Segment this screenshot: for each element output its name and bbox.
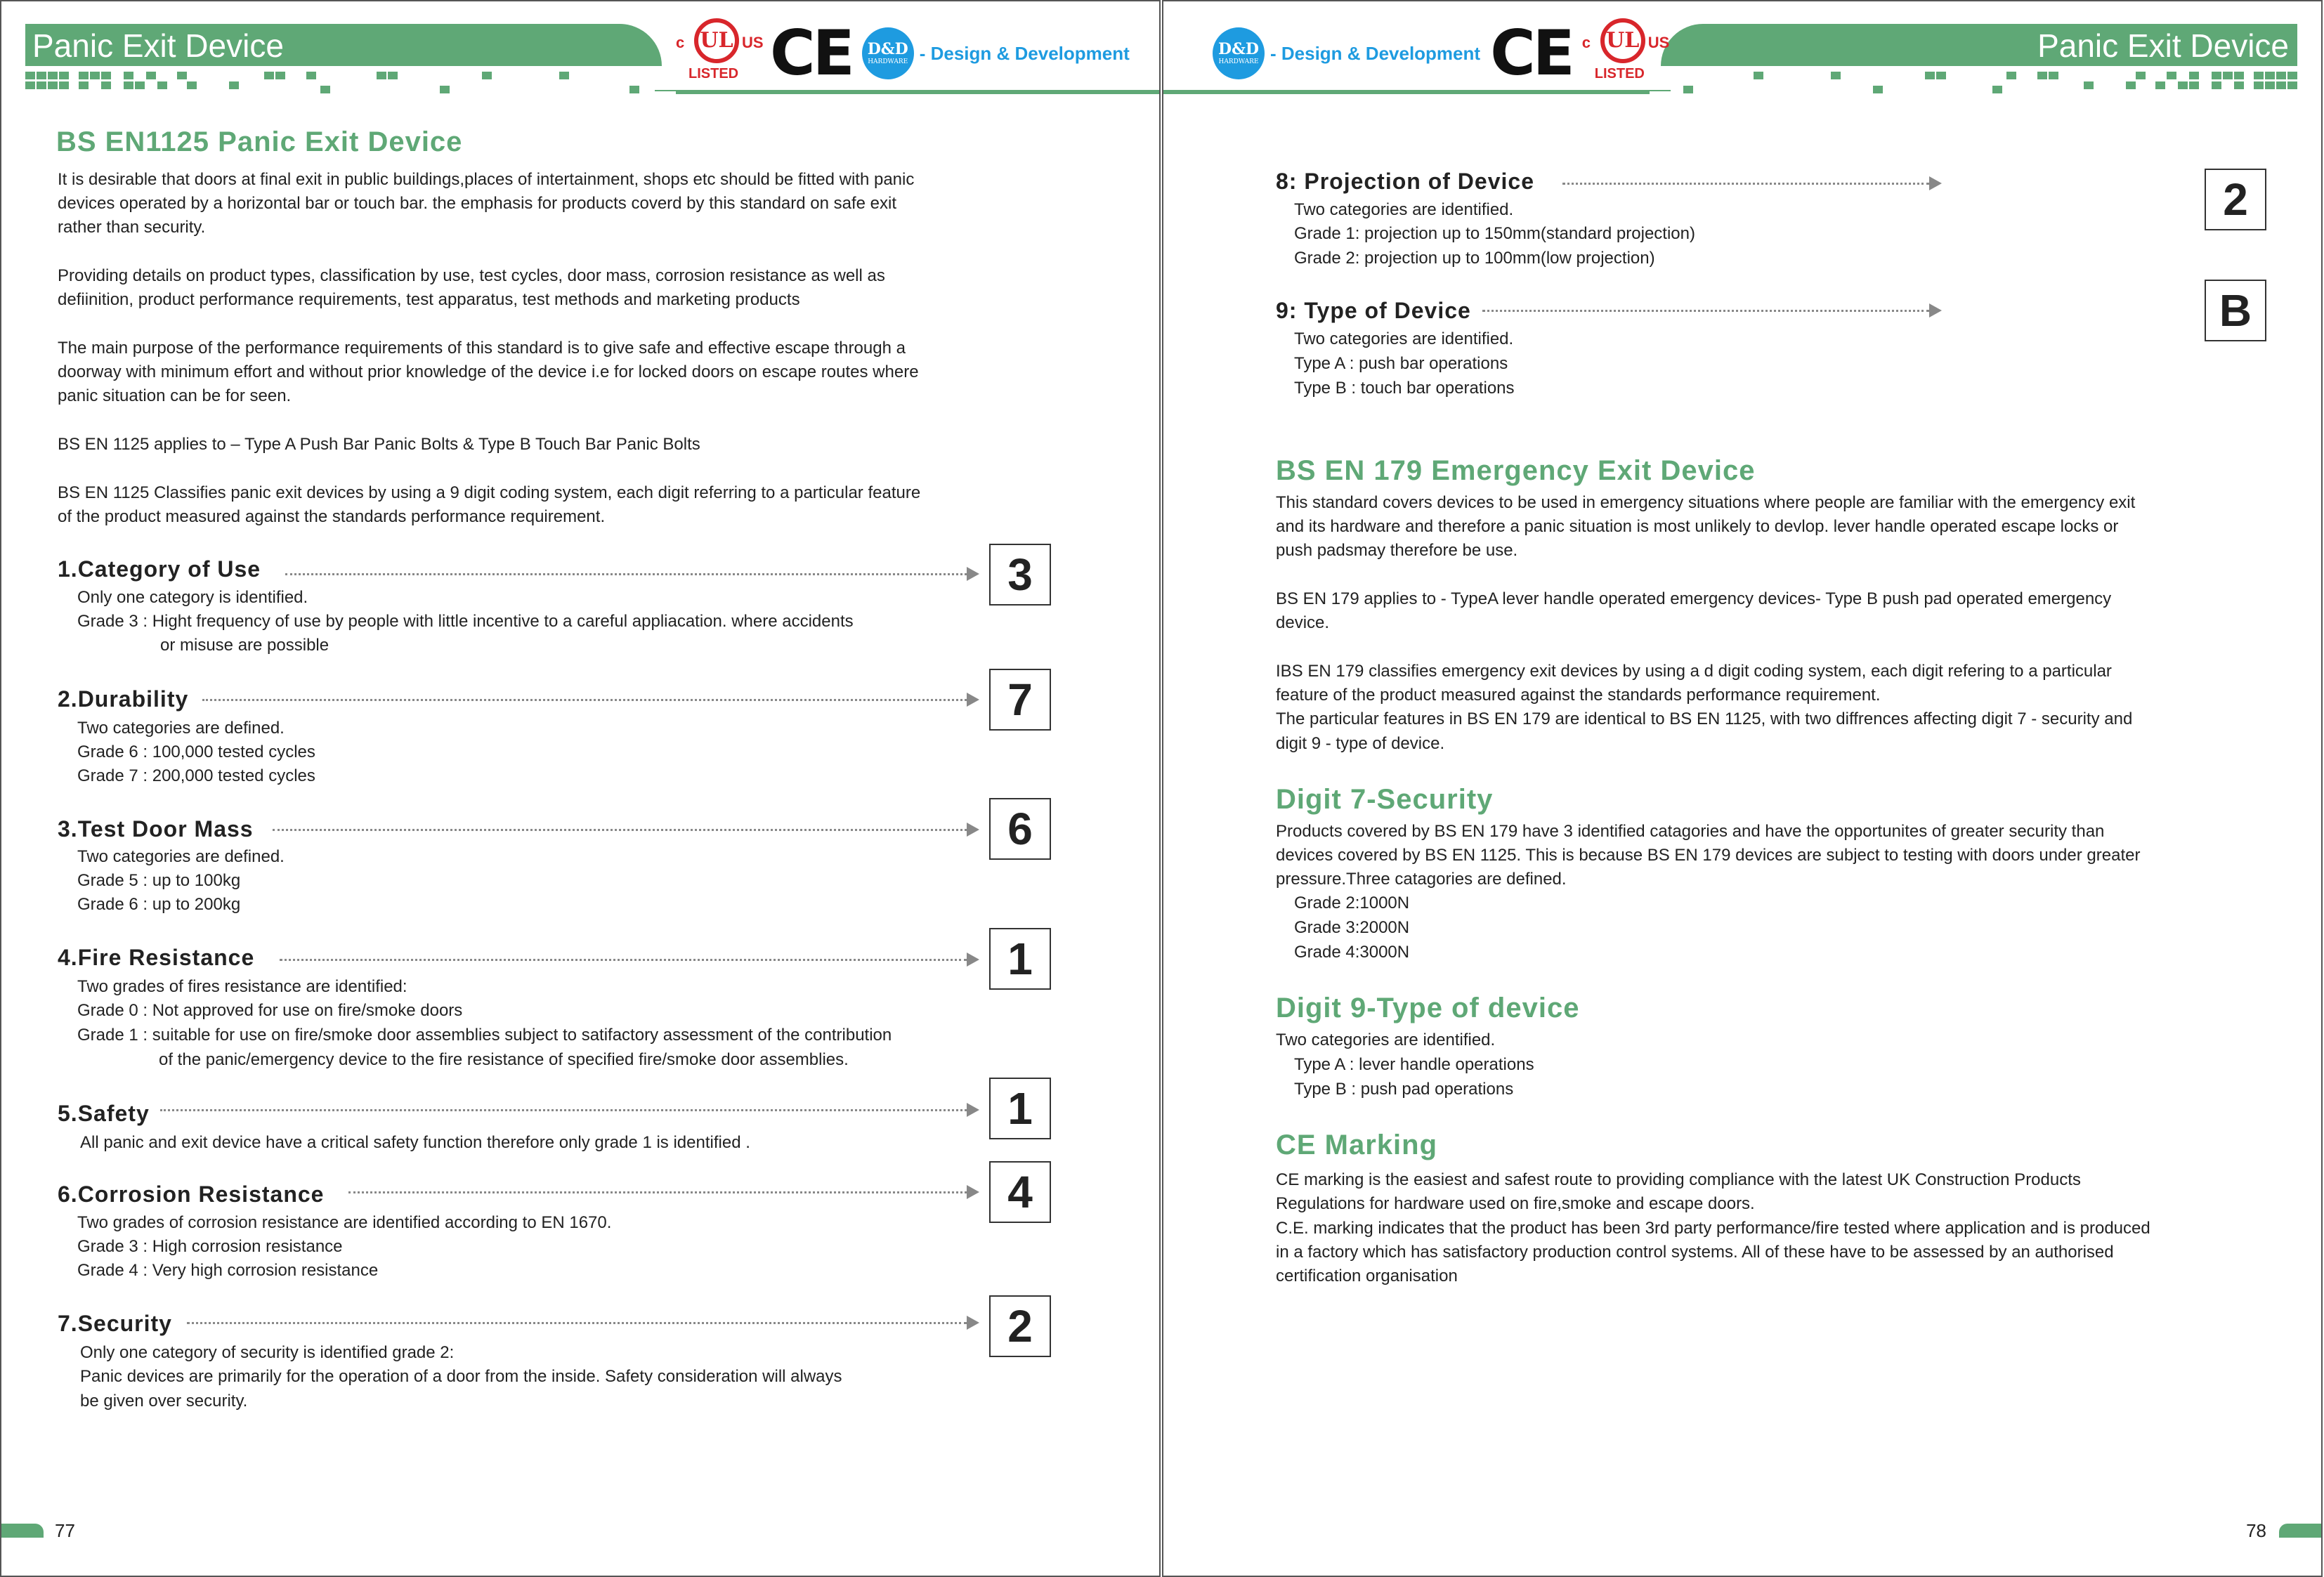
ul-mark: UL <box>694 18 739 63</box>
dd-sub: HARDWARE <box>868 58 908 65</box>
ul-listed-logo <box>1581 18 1670 89</box>
intro-line: rather than security. <box>58 218 206 237</box>
en179-line: The particular features in BS EN 179 are identical to BS EN 1125, with two diffrences affecting digit 7 - security and <box>1276 709 2133 728</box>
section-line: Two categories are identified. <box>1294 329 1514 348</box>
ul-us-label: US <box>742 34 764 51</box>
digit7-line: devices covered by BS EN 1125. This is because BS EN 179 devices are subject to testing with doors under greater <box>1276 846 2141 865</box>
section-line: Type B : touch bar operations <box>1294 379 1515 398</box>
section-title-test-door-mass: 3.Test Door Mass <box>58 816 254 842</box>
digit-box: 1 <box>989 1078 1051 1139</box>
header-title: Panic Exit Device <box>2037 27 2289 64</box>
page-number: 77 <box>55 1520 75 1541</box>
ce-line: CE marking is the easiest and safest route to providing compliance with the latest UK Construction Products <box>1276 1170 2081 1189</box>
section-line: Only one category of security is identified grade 2: <box>80 1343 455 1362</box>
section-line: Two grades of corrosion resistance are identified according to EN 1670. <box>77 1213 612 1232</box>
dd-hardware-logo <box>1213 27 1480 79</box>
section-line: Grade 3 : High corrosion resistance <box>77 1237 343 1256</box>
ce-line: C.E. marking indicates that the product has been 3rd party performance/fire tested where application and is produced <box>1276 1219 2150 1238</box>
digit9-line: Two categories are identified. <box>1276 1030 1496 1049</box>
ul-c-label: c <box>1581 34 1591 51</box>
dd-badge <box>1213 27 1265 79</box>
digit9-line: Type B : push pad operations <box>1294 1080 1514 1099</box>
dd-tagline: - Design & Development <box>919 42 1130 64</box>
dd-sub: HARDWARE <box>1218 58 1259 65</box>
arrow-icon <box>1929 303 1942 318</box>
dd-hardware-logo <box>862 27 1130 79</box>
leader-dots <box>280 959 967 961</box>
en179-line: feature of the product measured against the standards performance requirement. <box>1276 686 1881 705</box>
en179-line: push padsmay therefore be use. <box>1276 541 1518 560</box>
ce-logo: CE <box>1490 17 1572 89</box>
en179-heading: BS EN 179 Emergency Exit Device <box>1276 455 1756 486</box>
page-78 <box>1162 0 2323 1577</box>
digit-box: 7 <box>989 669 1051 731</box>
dd-badge <box>862 27 914 79</box>
section-line: All panic and exit device have a critical safety function therefore only grade 1 is identified . <box>80 1133 750 1152</box>
section-line: or misuse are possible <box>160 636 329 655</box>
section-line: Two grades of fires resistance are identified: <box>77 977 407 996</box>
section-line: Grade 1: projection up to 150mm(standard projection) <box>1294 224 1695 243</box>
en1125-heading: BS EN1125 Panic Exit Device <box>56 126 463 157</box>
section-line: Two categories are defined. <box>77 847 285 866</box>
section-line: Grade 5 : up to 100kg <box>77 871 241 890</box>
section-title-fire-resistance: 4.Fire Resistance <box>58 945 255 970</box>
digit-box: 2 <box>2205 169 2266 230</box>
section-title-safety: 5.Safety <box>58 1101 150 1126</box>
ul-listed-label: LISTED <box>688 66 739 81</box>
header-title: Panic Exit Device <box>32 27 284 64</box>
section-line: Grade 6 : 100,000 tested cycles <box>77 742 315 761</box>
digit-box: 1 <box>989 928 1051 990</box>
arrow-icon <box>967 1103 979 1117</box>
arrow-icon <box>967 823 979 837</box>
section-line: Grade 0 : Not approved for use on fire/smoke doors <box>77 1001 463 1020</box>
section-line: Two categories are defined. <box>77 719 285 738</box>
ce-marking-heading: CE Marking <box>1276 1130 1438 1160</box>
ul-c-label: c <box>676 34 685 51</box>
intro-line: The main purpose of the performance requirements of this standard is to give safe and effective escape through a <box>58 339 906 358</box>
intro-line: BS EN 1125 Classifies panic exit devices by using a 9 digit coding system, each digit referring to a particular feature <box>58 483 921 502</box>
section-line: Only one category is identified. <box>77 588 308 607</box>
intro-line: It is desirable that doors at final exit in public buildings,places of intertainment, shops etc should be fitted with panic <box>58 170 915 189</box>
en179-line: and its hardware and therefore a panic situation is most unlikely to devlop. lever handle operated escape locks or <box>1276 517 2119 536</box>
dd-mark: D&D <box>867 40 908 58</box>
section-line: be given over security. <box>80 1392 248 1411</box>
dd-mark: D&D <box>1218 40 1260 58</box>
ce-logo: CE <box>770 17 852 89</box>
digit7-line: Products covered by BS EN 179 have 3 identified catagories and have the opportunites of greater security than <box>1276 822 2105 841</box>
ce-line: certification organisation <box>1276 1267 1458 1285</box>
en179-line: digit 9 - type of device. <box>1276 734 1445 753</box>
header-rule <box>676 90 1159 94</box>
certification-logos <box>676 18 1130 89</box>
intro-line: panic situation can be for seen. <box>58 386 292 405</box>
ul-listed-logo <box>676 18 764 89</box>
arrow-icon <box>967 1185 979 1199</box>
section-line: Grade 6 : up to 200kg <box>77 895 241 914</box>
ul-us-label: US <box>1647 34 1670 51</box>
pixel-decoration <box>25 72 658 96</box>
leader-dots <box>202 699 967 701</box>
digit-box: B <box>2205 280 2266 341</box>
footer-tab <box>1 1524 44 1538</box>
digit-box: 2 <box>989 1295 1051 1357</box>
arrow-icon <box>967 953 979 967</box>
section-line: Two categories are identified. <box>1294 200 1514 219</box>
digit7-line: pressure.Three catagories are defined. <box>1276 870 1567 889</box>
digit-box: 6 <box>989 798 1051 860</box>
leader-dots <box>187 1322 967 1324</box>
digit7-grade: Grade 4:3000N <box>1294 943 1410 962</box>
ce-line: Regulations for hardware used on fire,smoke and escape doors. <box>1276 1194 1755 1213</box>
section-line: Grade 7 : 200,000 tested cycles <box>77 766 315 785</box>
en179-line: IBS EN 179 classifies emergency exit devices by using a d digit coding system, each digit refering to a particular <box>1276 662 2112 681</box>
arrow-icon <box>967 1316 979 1330</box>
digit-box: 4 <box>989 1161 1051 1223</box>
intro-line: defiinition, product performance requirements, test apparatus, test methods and marketing products <box>58 290 800 309</box>
section-line: Type A : push bar operations <box>1294 354 1508 373</box>
ce-line: in a factory which has satisfactory production control systems. All of these have to be assessed by an authorised <box>1276 1243 2114 1262</box>
leader-dots <box>273 829 967 831</box>
section-title-durability: 2.Durability <box>58 686 189 712</box>
footer-tab <box>2279 1524 2321 1538</box>
section-line: of the panic/emergency device to the fire resistance of specified fire/smoke door assemblies. <box>159 1050 849 1069</box>
dd-tagline: - Design & Development <box>1270 42 1481 64</box>
digit7-grade: Grade 3:2000N <box>1294 918 1410 937</box>
digit7-grade: Grade 2:1000N <box>1294 894 1410 912</box>
section-line: Grade 4 : Very high corrosion resistance <box>77 1261 379 1280</box>
header-rule-thin <box>655 90 676 91</box>
leader-dots <box>160 1109 967 1111</box>
header-rule <box>1163 90 1650 94</box>
ul-mark: UL <box>1600 18 1645 63</box>
intro-line: of the product measured against the standards performance requirement. <box>58 507 606 526</box>
digit9-heading: Digit 9-Type of device <box>1276 993 1580 1023</box>
intro-line: devices operated by a horizontal bar or touch bar. the emphasis for products coverd by this standard on safe exit <box>58 194 897 213</box>
digit-box: 3 <box>989 544 1051 606</box>
section-line: Panic devices are primarily for the operation of a door from the inside. Safety consideration will always <box>80 1367 842 1386</box>
ul-listed-label: LISTED <box>1594 66 1645 81</box>
leader-dots <box>348 1191 967 1193</box>
en179-line: BS EN 179 applies to - TypeA lever handle operated emergency devices- Type B push pad operated emergency <box>1276 589 2112 608</box>
section-title-corrosion-resistance: 6.Corrosion Resistance <box>58 1182 325 1207</box>
section-title-projection: 8: Projection of Device <box>1276 169 1534 194</box>
intro-line: BS EN 1125 applies to – Type A Push Bar Panic Bolts & Type B Touch Bar Panic Bolts <box>58 435 700 454</box>
arrow-icon <box>1929 176 1942 190</box>
section-line: Grade 3 : Hight frequency of use by people with little incentive to a careful appliacation. where accidents <box>77 612 854 631</box>
leader-dots <box>285 573 967 575</box>
intro-line: doorway with minimum effort and without prior knowledge of the device i.e for locked doors on escape routes where <box>58 362 919 381</box>
intro-line: Providing details on product types, classification by use, test cycles, door mass, corrosion resistance as well as <box>58 266 885 285</box>
leader-dots <box>1562 183 1929 185</box>
digit9-line: Type A : lever handle operations <box>1294 1055 1534 1074</box>
section-title-type-of-device: 9: Type of Device <box>1276 298 1471 323</box>
digit7-heading: Digit 7-Security <box>1276 784 1494 815</box>
certification-logos <box>1213 17 1670 89</box>
arrow-icon <box>967 693 979 707</box>
section-line: Grade 2: projection up to 100mm(low projection) <box>1294 249 1655 268</box>
page-77 <box>0 0 1161 1577</box>
leader-dots <box>1482 310 1929 312</box>
page-number: 78 <box>2246 1520 2266 1541</box>
arrow-icon <box>967 567 979 581</box>
section-title-category-of-use: 1.Category of Use <box>58 556 261 582</box>
section-line: Grade 1 : suitable for use on fire/smoke door assemblies subject to satifactory assessment of the contribution <box>77 1026 892 1045</box>
pixel-decoration <box>1665 72 2297 96</box>
en179-line: This standard covers devices to be used in emergency situations where people are familiar with the emergency exit <box>1276 493 2136 512</box>
section-title-security: 7.Security <box>58 1311 172 1336</box>
en179-line: device. <box>1276 613 1330 632</box>
